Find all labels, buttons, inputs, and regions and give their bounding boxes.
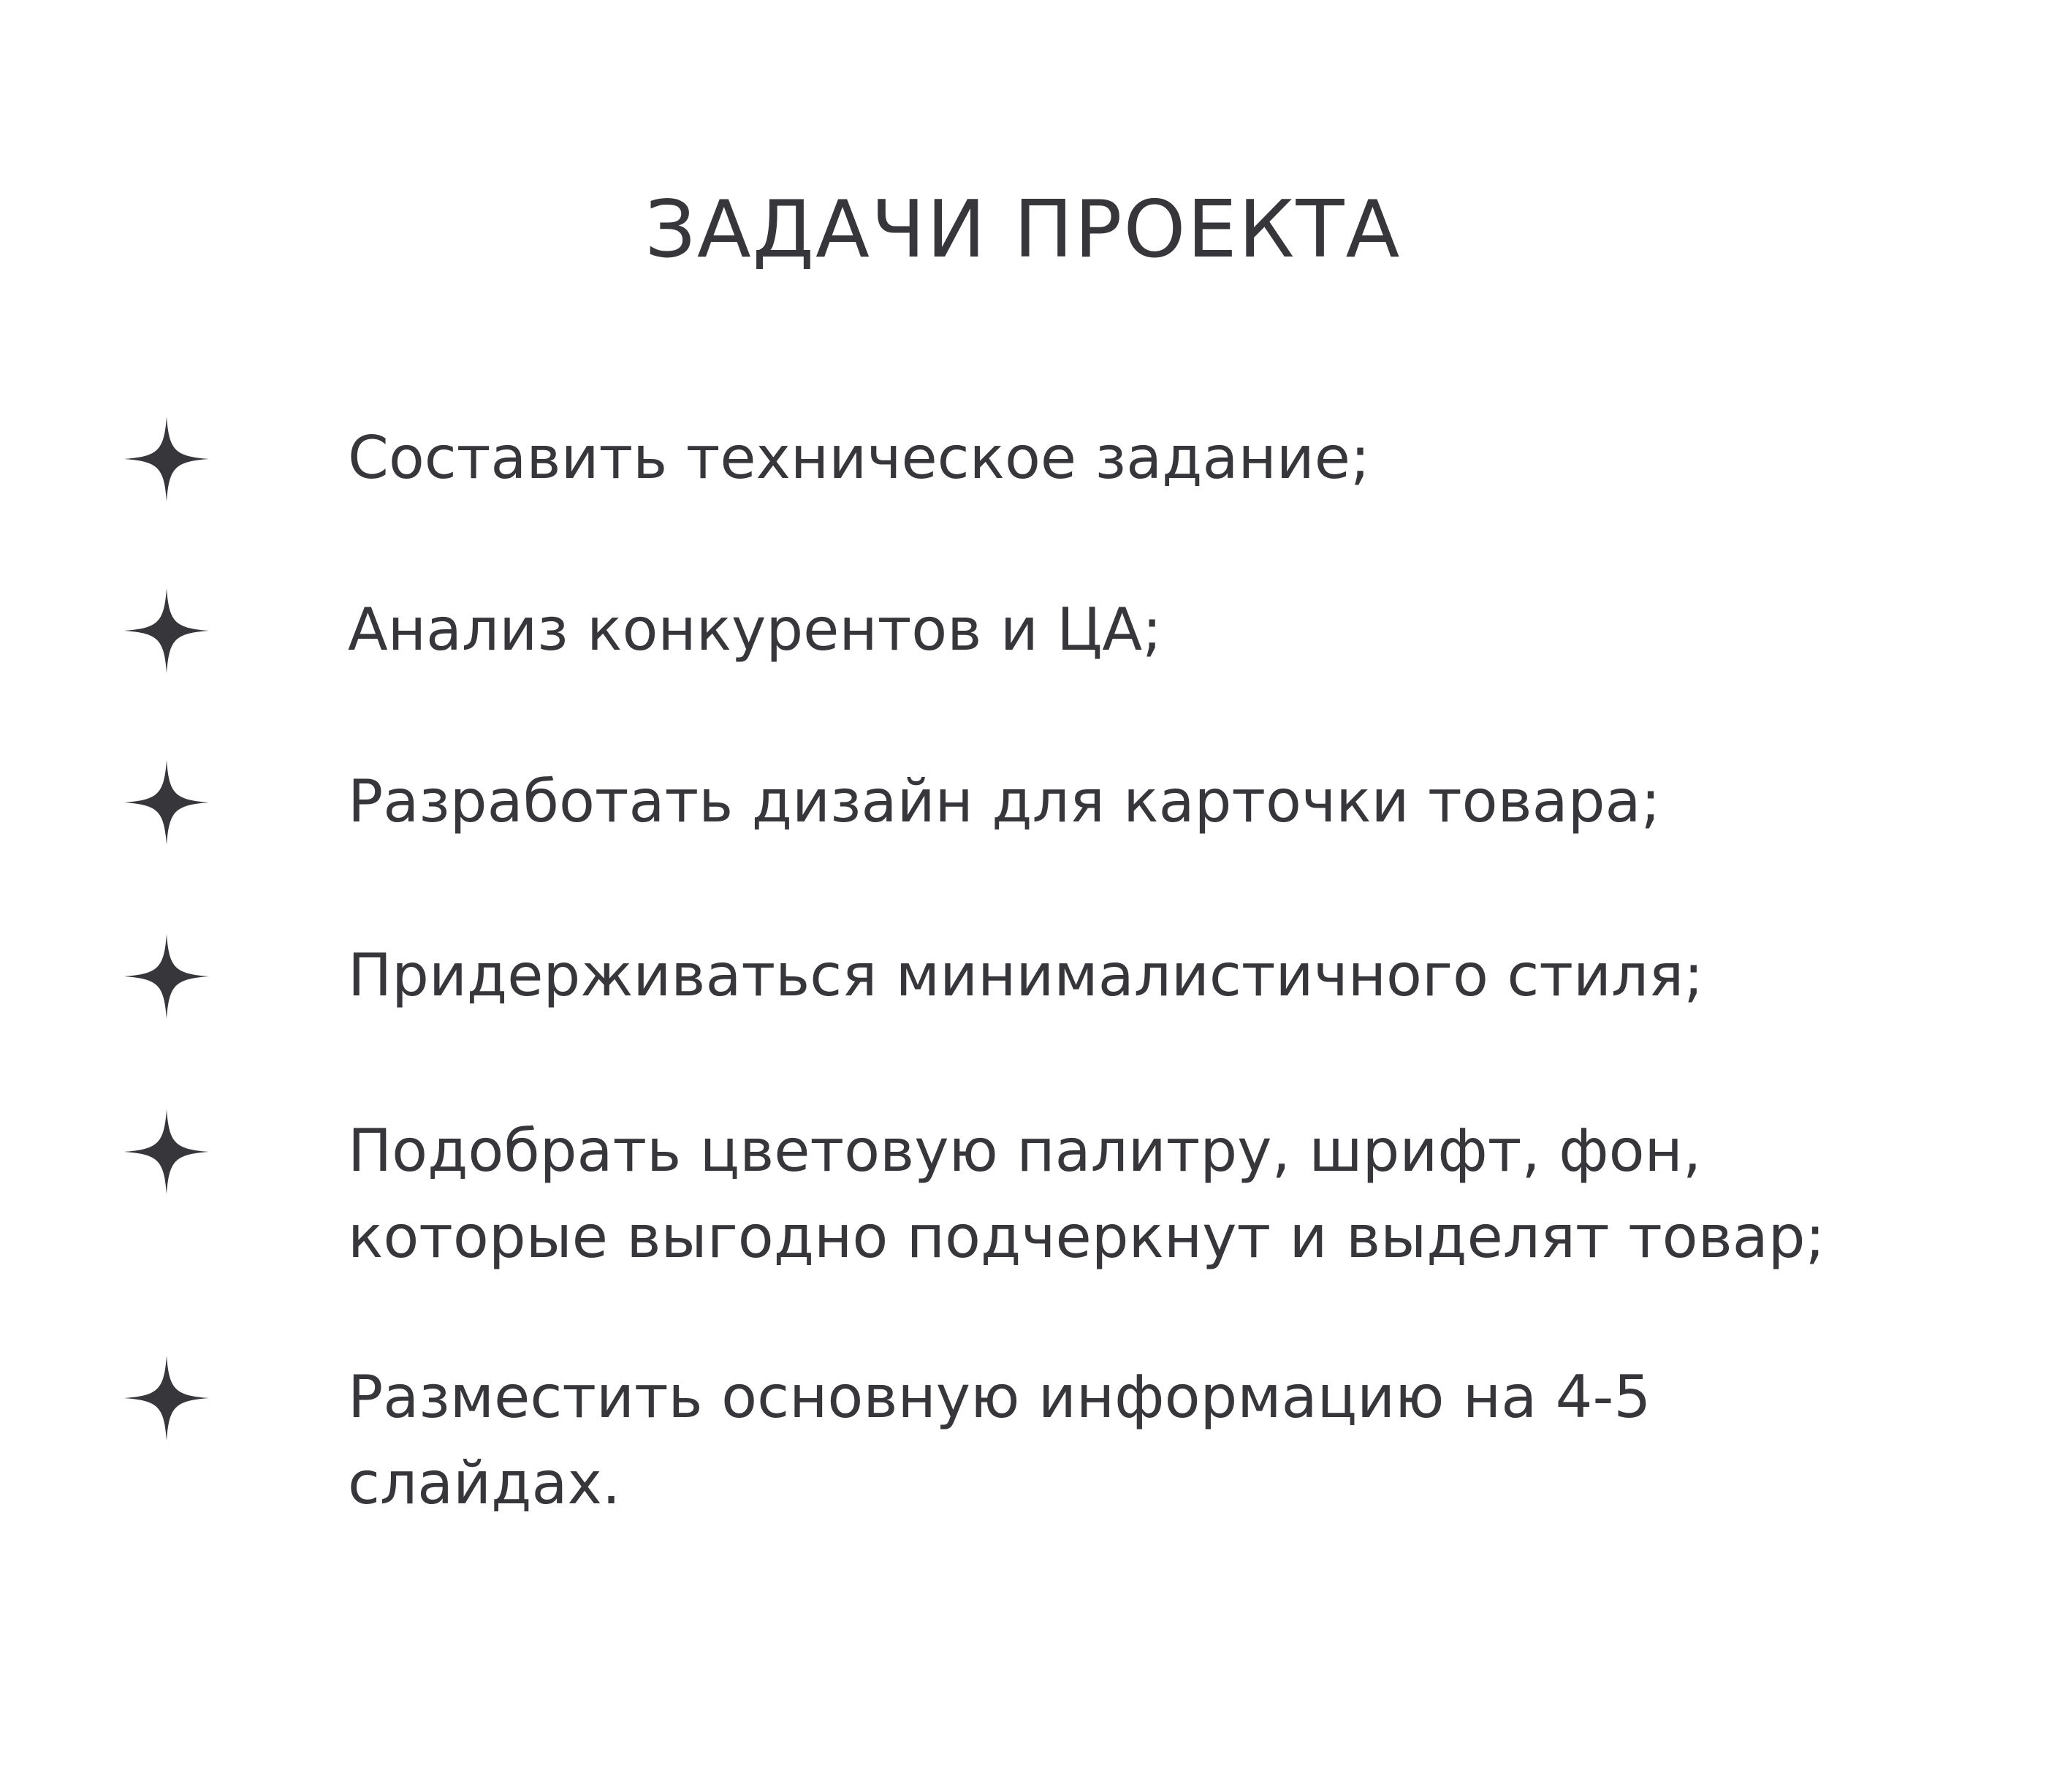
task-text xyxy=(348,1354,1897,1527)
task-line: Анализ конкурентов и ЦА; xyxy=(348,596,1163,664)
task-line: Подобрать цветовую палитру, шрифт, фон, xyxy=(348,1117,1702,1185)
four-point-star-icon xyxy=(124,588,209,673)
four-point-star-icon xyxy=(124,417,209,501)
task-text xyxy=(348,759,1897,845)
four-point-star-icon xyxy=(124,1356,209,1440)
page-title: ЗАДАЧИ ПРОЕКТА xyxy=(644,184,1402,276)
four-point-star-icon xyxy=(124,934,209,1019)
task-text xyxy=(348,415,1897,501)
task-text xyxy=(348,933,1897,1019)
four-point-star-icon xyxy=(124,760,209,845)
task-line: Разработать дизайн для карточки товара; xyxy=(348,767,1661,835)
task-line: Разместить основную информацию на 4-5 xyxy=(348,1363,1651,1431)
task-line: Придерживаться минималистичного стиля; xyxy=(348,941,1704,1009)
task-text xyxy=(348,587,1897,673)
task-line: Составить техническое задание; xyxy=(348,424,1370,492)
task-text xyxy=(348,1108,1897,1280)
task-line: слайдах. xyxy=(348,1449,621,1517)
four-point-star-icon xyxy=(124,1109,209,1194)
task-line: которые выгодно подчеркнут и выделят товар; xyxy=(348,1203,1825,1271)
